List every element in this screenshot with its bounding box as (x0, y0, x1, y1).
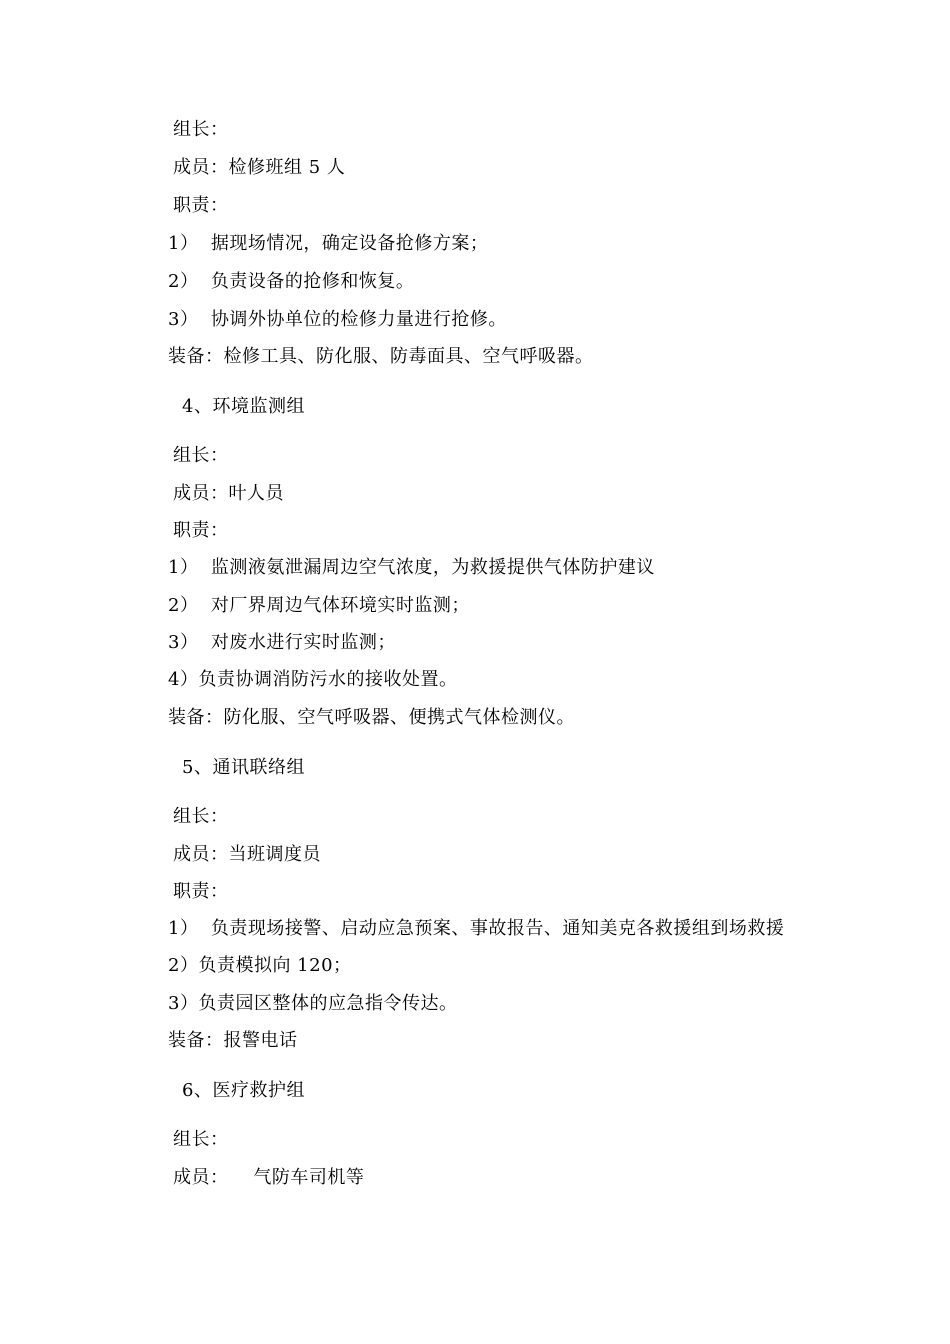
equipment-line: 装备：防化服、空气呼吸器、便携式气体检测仪。 (168, 707, 575, 728)
members-line: 成员：检修班组 5 人 (173, 157, 346, 178)
duty-item: 2） 对厂界周边气体环境实时监测； (168, 595, 470, 616)
leader-line: 组长： (173, 119, 229, 140)
section-heading: 4、环境监测组 (182, 396, 305, 417)
duty-item: 4）负责协调消防污水的接收处置。 (168, 669, 458, 690)
duty-item: 1） 据现场情况，确定设备抢修方案； (168, 233, 489, 254)
duty-item: 3） 协调外协单位的检修力量进行抢修。 (168, 309, 507, 330)
duties-label: 职责： (173, 195, 229, 216)
equipment-line: 装备：报警电话 (168, 1030, 298, 1051)
equipment-line: 装备：检修工具、防化服、防毒面具、空气呼吸器。 (168, 346, 594, 367)
leader-line: 组长： (173, 1129, 229, 1150)
duty-item: 3）负责园区整体的应急指令传达。 (168, 993, 458, 1014)
members-line: 成员：当班调度员 (173, 844, 321, 865)
members-line: 成员：叶人员 (173, 483, 284, 504)
duties-label: 职责： (173, 520, 229, 541)
leader-line: 组长： (173, 445, 229, 466)
section-heading: 5、通讯联络组 (182, 757, 305, 778)
leader-line: 组长： (173, 806, 229, 827)
section-heading: 6、医疗救护组 (182, 1080, 305, 1101)
duty-item: 1） 监测液氨泄漏周边空气浓度，为救援提供气体防护建议 (168, 557, 655, 578)
duty-item: 3） 对废水进行实时监测； (168, 632, 396, 653)
duty-item: 1） 负责现场接警、启动应急预案、事故报告、通知美克各救援组到场救援 (168, 918, 785, 939)
duty-item: 2）负责模拟向 120； (168, 955, 352, 976)
members-line: 成员： 气防车司机等 (173, 1167, 365, 1188)
duty-item: 2） 负责设备的抢修和恢复。 (168, 271, 415, 292)
duties-label: 职责： (173, 881, 229, 902)
